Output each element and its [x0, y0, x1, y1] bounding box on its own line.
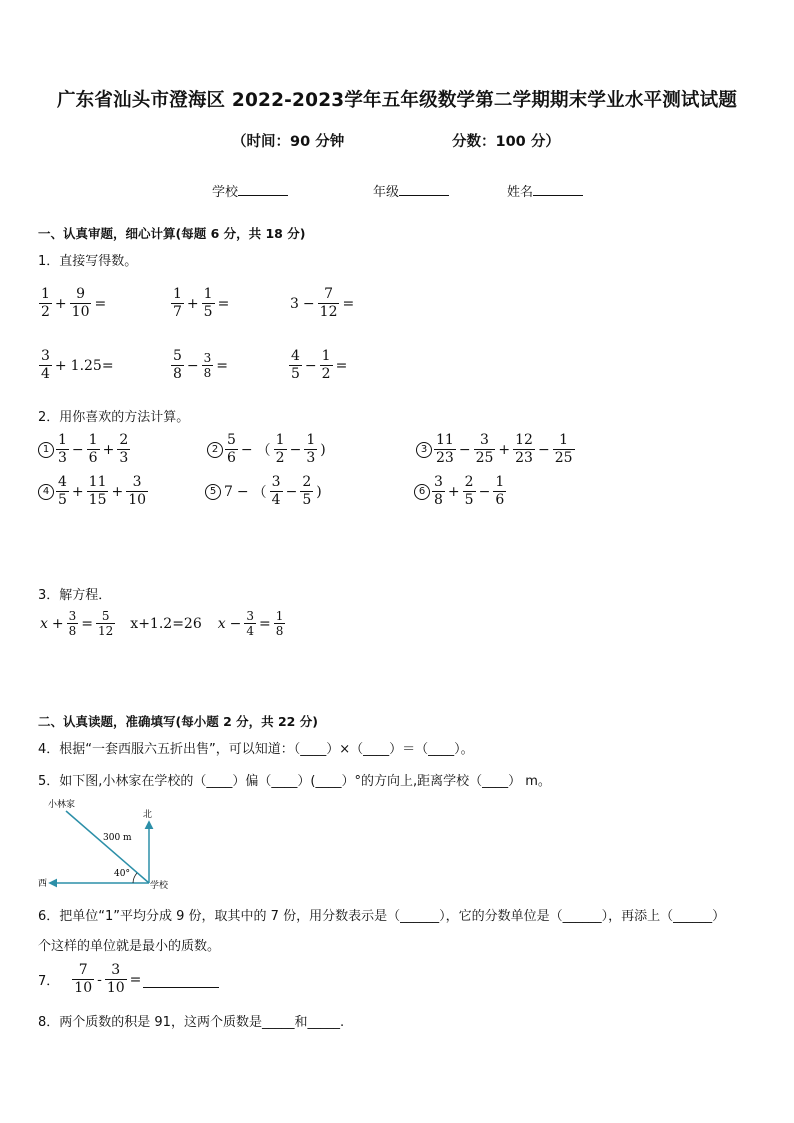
fraction: $\frac{1}{2}$	[275, 432, 285, 466]
q1-label: 1．直接写得数。	[38, 254, 138, 269]
q2-expr-6: 6 $\frac{3}{8}$ + $\frac{2}{5}$ − $\frac{1}{6}$	[414, 474, 507, 509]
circled-number: 6	[414, 484, 430, 500]
q3-equations: x + $\frac{3}{8}$ = $\frac{5}{12}$ x+1.2=26 x − $\frac{3}{4}$ = $\frac{1}{8}$	[40, 609, 284, 638]
name-label: 姓名	[507, 185, 534, 200]
school-blank[interactable]	[238, 195, 288, 196]
fraction: $\frac{1}{3}$	[306, 432, 316, 466]
fraction: $\frac{7}{12}$	[319, 286, 338, 320]
fraction: $\frac{1}{8}$	[275, 609, 284, 638]
circled-number: 4	[38, 484, 54, 500]
angle-arc	[133, 873, 137, 883]
fraction: $\frac{1}{6}$	[88, 432, 98, 466]
fraction: $\frac{2}{5}$	[302, 474, 312, 508]
q2-expr-2: 2 $\frac{5}{6}$ − （ $\frac{1}{2}$ − $\frac{1}{3}$ )	[207, 432, 328, 467]
q6-text-line2: 个这样的单位就是最小的质数。	[38, 939, 221, 954]
west-label: 西	[38, 879, 48, 889]
grade-blank[interactable]	[399, 195, 449, 196]
fraction: $\frac{12}{23}$	[515, 432, 533, 466]
name-field[interactable]	[507, 181, 583, 200]
angle-label: 40°	[114, 869, 130, 879]
school-field[interactable]	[212, 181, 288, 200]
fraction: $\frac{3}{10}$	[106, 962, 125, 996]
q7-expression: 7． $\frac{7}{10}$ - $\frac{3}{10}$ =	[38, 962, 219, 997]
fraction: $\frac{3}{4}$	[271, 474, 281, 508]
fraction: $\frac{11}{23}$	[436, 432, 454, 466]
name-blank[interactable]	[533, 195, 583, 196]
circled-number: 5	[205, 484, 221, 500]
q1-item-6: $\frac{4}{5}$ − $\frac{1}{2}$ =	[291, 348, 348, 382]
fraction: $\frac{7}{10}$	[74, 962, 93, 996]
fraction: $\frac{1}{2}$	[41, 286, 50, 320]
fraction: $\frac{3}{8}$	[203, 351, 212, 380]
grade-field[interactable]	[373, 181, 449, 200]
fraction: $\frac{5}{12}$	[98, 609, 114, 638]
fraction: $\frac{11}{15}$	[88, 474, 107, 508]
q1-item-2: $\frac{1}{7}$ + $\frac{1}{5}$ =	[173, 286, 230, 320]
fraction: $\frac{5}{6}$	[227, 432, 236, 466]
north-label: 北	[143, 810, 153, 820]
fraction: $\frac{1}{3}$	[58, 432, 67, 466]
fraction: $\frac{9}{10}$	[71, 286, 90, 320]
q2-label: 2．用你喜欢的方法计算。	[38, 410, 190, 425]
circled-number: 2	[207, 442, 223, 458]
fraction: $\frac{1}{6}$	[495, 474, 505, 508]
q5-text: 5．如下图,小林家在学校的（____）偏（____）(____）°的方向上,距离学校（____） m。	[38, 774, 551, 789]
fraction: $\frac{3}{4}$	[41, 348, 50, 382]
q2-expr-4: 4 $\frac{4}{5}$ + $\frac{11}{15}$ + $\frac{3}{10}$	[38, 474, 149, 509]
q1-item-1: $\frac{1}{2}$ + $\frac{9}{10}$ =	[41, 286, 107, 320]
path-line	[66, 811, 149, 883]
fraction: $\frac{3}{8}$	[434, 474, 443, 508]
fraction: $\frac{5}{8}$	[173, 348, 182, 382]
fraction: $\frac{1}{7}$	[173, 286, 182, 320]
q3-equation-2: x+1.2=26	[130, 615, 202, 632]
q2-expr-3: 3 $\frac{11}{23}$ − $\frac{3}{25}$ + $\frac{12}{23}$ − $\frac{1}{25}$	[416, 432, 576, 467]
time-label: （时间：90 分钟	[232, 134, 345, 150]
q3-label: 3．解方程．	[38, 588, 112, 603]
score-label: 分数：100 分）	[452, 134, 560, 150]
school-label: 学校	[212, 185, 239, 200]
q1-item-3: 3 − $\frac{7}{12}$ =	[290, 286, 355, 320]
fraction: $\frac{1}{5}$	[203, 286, 213, 320]
fraction: $\frac{2}{5}$	[464, 474, 474, 508]
section2-heading: 二、认真读题，准确填写(每小题 2 分，共 22 分)	[38, 714, 318, 729]
circled-number: 3	[416, 442, 432, 458]
home-label: 小林家	[48, 800, 76, 810]
fraction: $\frac{3}{10}$	[128, 474, 147, 508]
q1-item-4: $\frac{3}{4}$ + 1.25=	[41, 348, 114, 382]
circled-number: 1	[38, 442, 54, 458]
grade-label: 年级	[373, 185, 400, 200]
page-title: 广东省汕头市澄海区 2022-2023学年五年级数学第二学期期末学业水平测试试题	[56, 90, 738, 111]
direction-diagram	[36, 797, 186, 892]
fraction: $\frac{2}{3}$	[119, 432, 129, 466]
school-label: 学校	[150, 881, 169, 891]
distance-label: 300 m	[103, 833, 132, 843]
fraction: $\frac{4}{5}$	[58, 474, 67, 508]
q4-text: 4．根据“一套西服六五折出售”，可以知道：（____）×（____）＝（____）。	[38, 742, 474, 757]
fraction: $\frac{3}{4}$	[246, 609, 255, 638]
fraction: $\frac{4}{5}$	[291, 348, 300, 382]
q8-text: 8．两个质数的积是 91，这两个质数是_____和_____.	[38, 1015, 345, 1030]
fraction: $\frac{3}{8}$	[68, 609, 77, 638]
fraction: $\frac{3}{25}$	[475, 432, 494, 466]
q7-answer-blank[interactable]	[143, 971, 219, 988]
q2-expr-1: 1 $\frac{1}{3}$ − $\frac{1}{6}$ + $\frac{2}{3}$	[38, 432, 131, 467]
fraction: $\frac{1}{25}$	[554, 432, 573, 466]
fraction: $\frac{1}{2}$	[321, 348, 331, 382]
q1-item-5: $\frac{5}{8}$ − $\frac{3}{8}$ =	[173, 348, 229, 382]
section1-heading: 一、认真审题，细心计算(每题 6 分，共 18 分)	[38, 226, 306, 241]
q6-text-line1: 6．把单位“1”平均分成 9 份，取其中的 7 份，用分数表示是（______），它的分数单位是（______），再添上（______）	[38, 909, 726, 924]
q2-expr-5: 5 7 − （ $\frac{3}{4}$ − $\frac{2}{5}$ )	[205, 474, 324, 509]
